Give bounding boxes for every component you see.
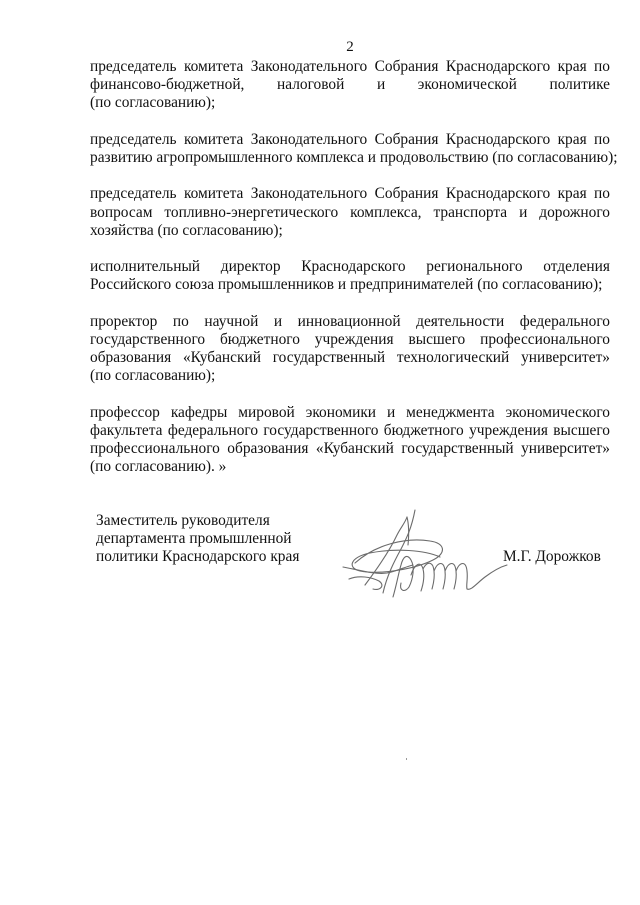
text-line: исполнительный директор Краснодарского регионального отделения [90,258,610,276]
paragraph-tech-university [90,313,610,386]
signer-title-line: департамента промышленной [96,530,292,548]
paragraph-state-university [90,404,610,477]
text-line: (по согласованию); [90,94,216,112]
text-line: государственного бюджетного учреждения высшего профессионального [90,330,610,348]
scan-speck [406,758,407,760]
text-line: развитию агропромышленного комплекса и продовольствию (по согласованию); [90,149,618,166]
signer-title-line: политики Краснодарского края [96,548,300,566]
document-body [90,58,618,495]
text-line: вопросам топливно-энергетического комплекса, транспорта и дорожного [90,203,610,221]
text-line: хозяйства (по согласованию); [90,221,283,239]
paragraph-industrialists-union [90,258,610,294]
handwritten-signature [335,505,515,620]
signer-title-line: Заместитель руководителя [96,512,270,529]
text-line: профессор кафедры мировой экономики и менеджмента экономического [90,403,610,421]
text-line: финансово-бюджетной, налоговой и экономической политике [90,76,610,94]
text-line: профессионального образования «Кубанский государственный университет» [90,440,610,458]
text-line: председатель комитета Законодательного Собрания Краснодарского края по [90,185,610,203]
signer-title [96,512,299,567]
paragraph-energy-committee [90,185,610,240]
paragraph-budget-committee [90,58,610,113]
page-number: 2 [346,39,354,55]
text-line: факультета федерального государственного бюджетного учреждения высшего [90,421,610,439]
text-line: председатель комитета Законодательного Собрания Краснодарского края по [90,130,610,148]
text-line: председатель комитета Законодательного Собрания Краснодарского края по [90,58,610,75]
text-line: (по согласованию); [90,367,216,385]
text-line: (по согласованию). » [90,458,227,476]
text-line: Российского союза промышленников и предпринимателей (по согласованию); [90,276,603,294]
paragraph-agro-committee [90,130,618,167]
text-line: образования «Кубанский государственный технологический университет» [90,349,610,367]
text-line: проректор по научной и инновационной деятельности федерального [90,312,610,330]
signatory-name: М.Г. Дорожков [503,548,601,565]
